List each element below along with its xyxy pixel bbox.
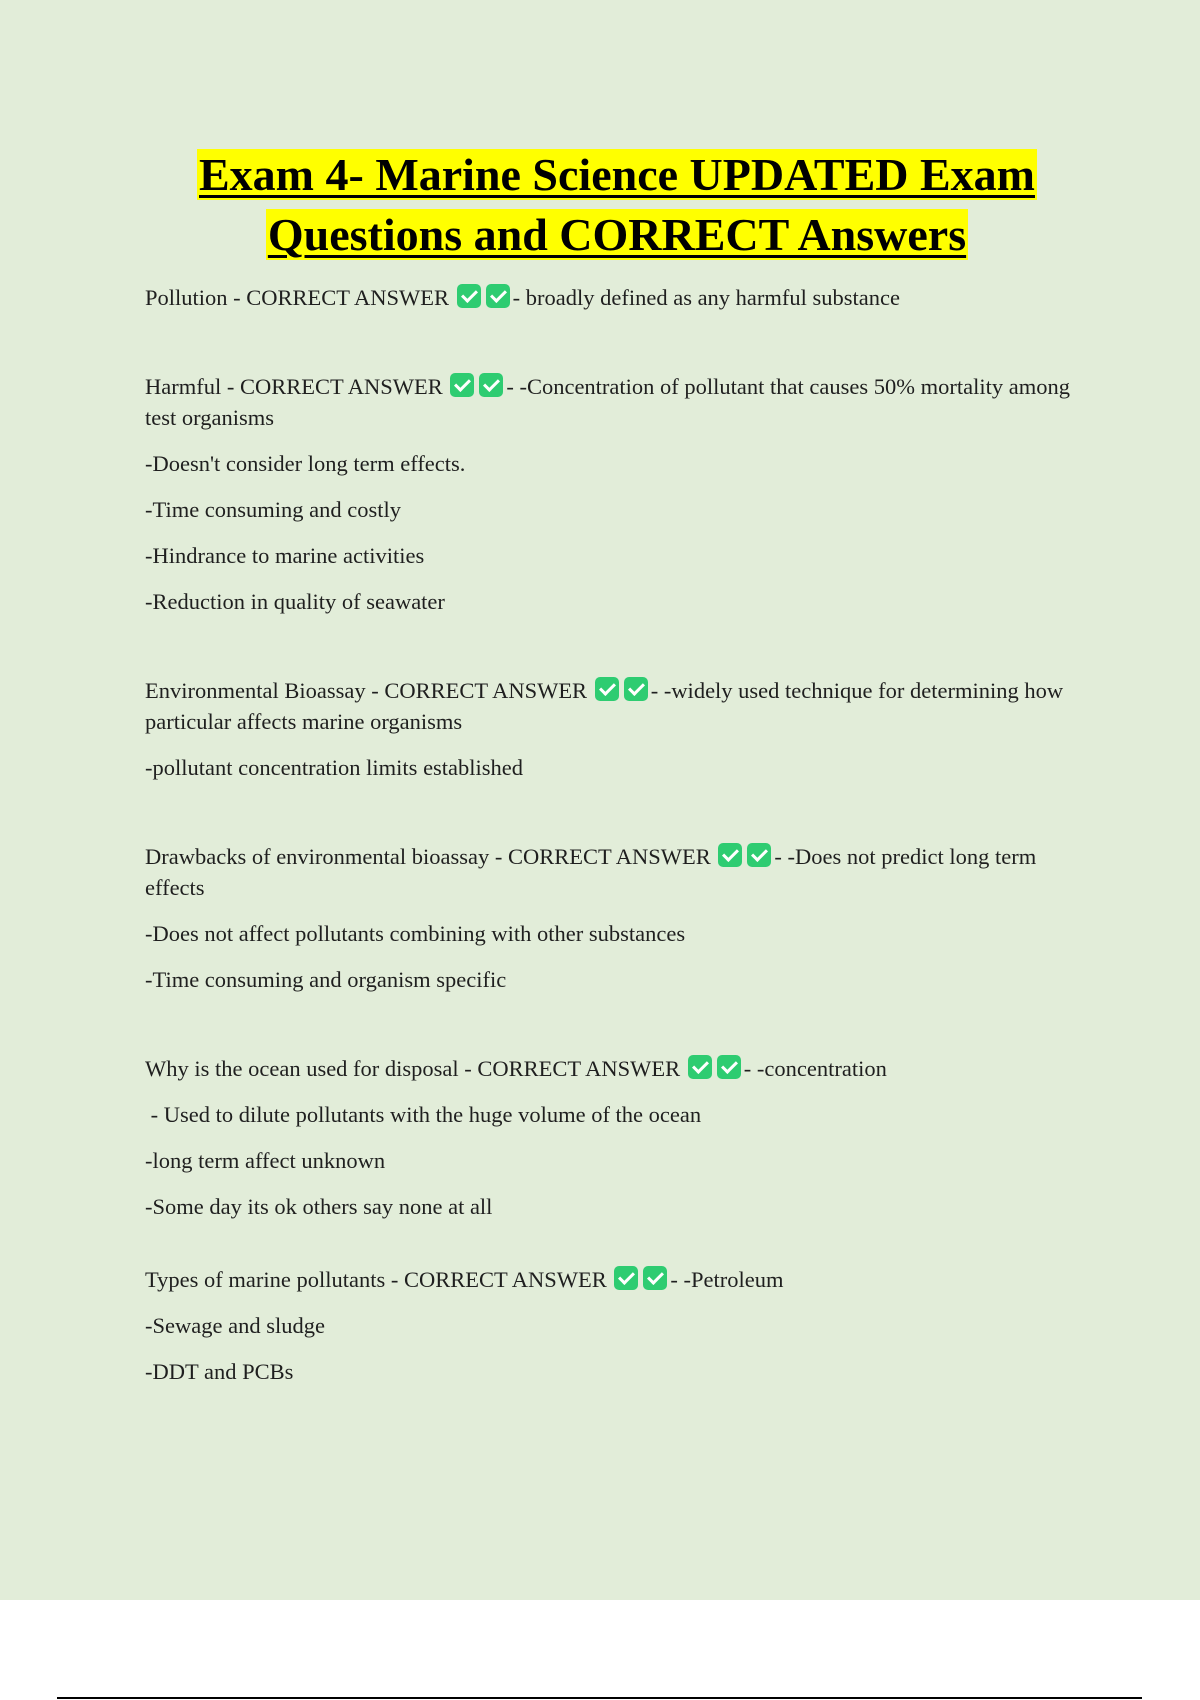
qa-question: Why is the ocean used for disposal - CORRECT ANSWER	[145, 1056, 681, 1081]
qa-answer: - -concentration	[743, 1056, 887, 1081]
qa-question: Drawbacks of environmental bioassay - CORRECT ANSWER	[145, 844, 711, 869]
title-line-1: Exam 4- Marine Science UPDATED Exam	[199, 149, 1035, 200]
title-line-2: Questions and CORRECT Answers	[267, 209, 967, 260]
check-box-icon	[595, 677, 619, 701]
qa-detail: -Some day its ok others say none at all	[145, 1194, 493, 1219]
qa-item	[145, 1053, 1085, 1222]
qa-detail: -Does not affect pollutants combining with other substances	[145, 921, 686, 946]
check-box-icon	[614, 1266, 638, 1290]
qa-detail: -DDT and PCBs	[145, 1359, 294, 1384]
check-box-icon	[479, 373, 503, 397]
qa-question-line	[145, 1053, 1085, 1084]
qa-detail: -Doesn't consider long term effects.	[145, 451, 466, 476]
qa-question-line	[145, 282, 1085, 313]
qa-answer: - -Concentration of pollutant that causes 50% mortality among test organisms	[145, 374, 1070, 430]
qa-list	[145, 282, 1085, 1387]
qa-detail: -Sewage and sludge	[145, 1313, 325, 1338]
qa-detail: -Reduction in quality of seawater	[145, 589, 445, 614]
check-box-icon	[450, 373, 474, 397]
qa-question-line	[145, 675, 1085, 737]
document-title	[0, 145, 1200, 265]
qa-question-line	[145, 371, 1085, 433]
qa-question-line	[145, 1264, 1085, 1295]
qa-answer: - -Does not predict long term effects	[145, 844, 1037, 900]
qa-question: Pollution - CORRECT ANSWER	[145, 285, 450, 310]
qa-answer: - broadly defined as any harmful substance	[512, 285, 901, 310]
qa-detail: -Time consuming and organism specific	[145, 967, 507, 992]
check-box-icon	[486, 284, 510, 308]
qa-detail: -Hindrance to marine activities	[145, 543, 425, 568]
check-box-icon	[624, 677, 648, 701]
qa-detail: - Used to dilute pollutants with the huge volume of the ocean	[145, 1102, 702, 1127]
qa-item	[145, 282, 1085, 313]
qa-detail: -long term affect unknown	[145, 1148, 386, 1173]
qa-detail: -Time consuming and costly	[145, 497, 402, 522]
qa-item	[145, 841, 1085, 995]
qa-question: Environmental Bioassay - CORRECT ANSWER	[145, 678, 588, 703]
qa-answer: - -Petroleum	[670, 1267, 784, 1292]
qa-question: Harmful - CORRECT ANSWER	[145, 374, 443, 399]
footer-rule	[57, 1697, 1142, 1699]
qa-answer: - -widely used technique for determining how particular affects marine organisms	[145, 678, 1064, 734]
check-box-icon	[747, 843, 771, 867]
check-box-icon	[643, 1266, 667, 1290]
qa-item	[145, 675, 1085, 783]
check-box-icon	[717, 1055, 741, 1079]
check-box-icon	[457, 284, 481, 308]
check-box-icon	[688, 1055, 712, 1079]
qa-detail: -pollutant concentration limits established	[145, 755, 524, 780]
qa-item	[145, 1264, 1085, 1387]
check-box-icon	[718, 843, 742, 867]
qa-question-line	[145, 841, 1085, 903]
qa-item	[145, 371, 1085, 617]
qa-question: Types of marine pollutants - CORRECT ANSWER	[145, 1267, 607, 1292]
